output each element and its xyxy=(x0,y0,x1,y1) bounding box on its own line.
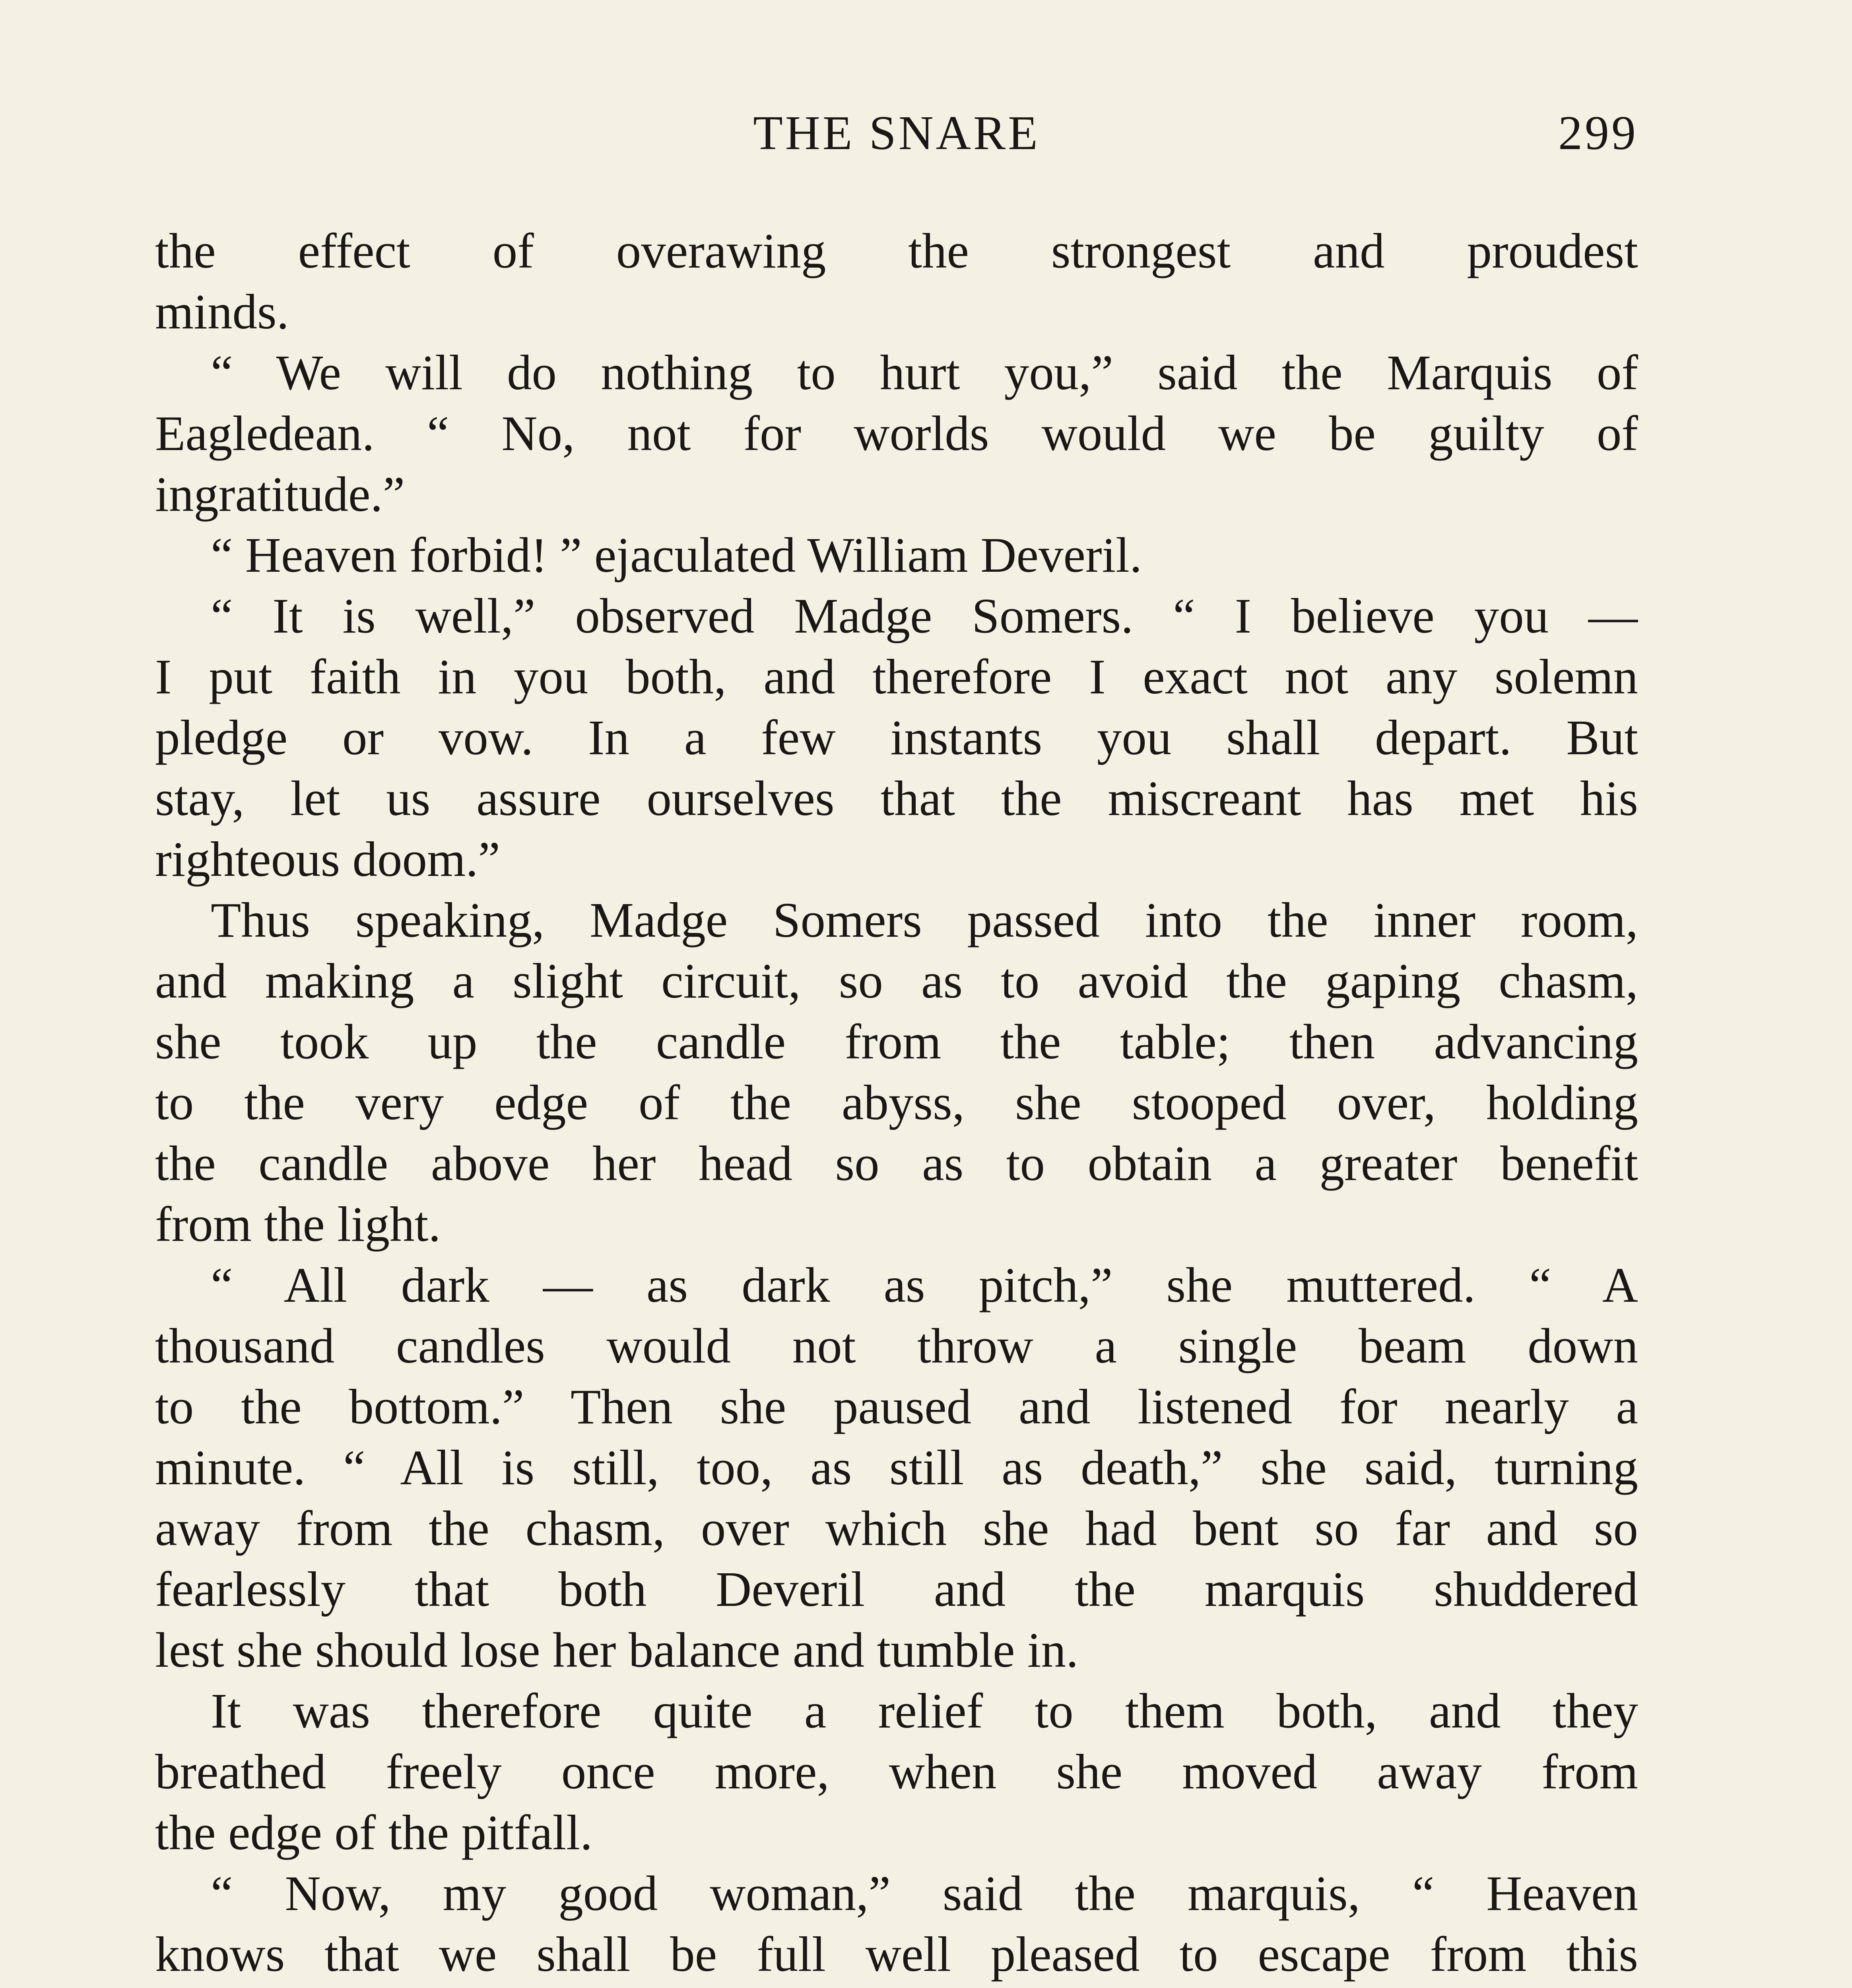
text-line: fearlessly that both Deveril and the marquis shuddered xyxy=(155,1562,1638,1617)
text-line: “ All dark — as dark as pitch,” she muttered. “ A xyxy=(211,1258,1638,1313)
text-line: breathed freely once more, when she moved away from xyxy=(155,1745,1638,1800)
text-line: pledge or vow. In a few instants you shall depart. But xyxy=(155,711,1638,765)
text-line xyxy=(155,1985,1638,1988)
text-line: minds. xyxy=(155,285,289,340)
text-line: Eagledean. “ No, not for worlds would we be guilty of xyxy=(155,406,1638,461)
text-line: knows that we shall be full well pleased to escape from this xyxy=(155,1927,1638,1982)
text-line: It was therefore quite a relief to them both, and they xyxy=(211,1684,1638,1739)
text-line: thousand candles would not throw a single beam down xyxy=(155,1319,1638,1374)
page-header xyxy=(155,101,1638,165)
text-line: away from the chasm, over which she had bent so far and so xyxy=(155,1501,1638,1556)
text-line: minute. “ All is still, too, as still as death,” she said, turning xyxy=(155,1441,1638,1495)
text-line: “ We will do nothing to hurt you,” said the Marquis of xyxy=(211,346,1638,400)
text-line: she took up the candle from the table; then advancing xyxy=(155,1015,1638,1070)
text-line: to the bottom.” Then she paused and listened for nearly a xyxy=(155,1380,1638,1435)
text-line: the effect of overawing the strongest and proudest xyxy=(155,224,1638,279)
text-line: to the very edge of the abyss, she stooped over, holding xyxy=(155,1076,1638,1130)
text-line: from the light. xyxy=(155,1197,441,1252)
body-text xyxy=(155,221,1638,1988)
text-line: the edge of the pitfall. xyxy=(155,1806,593,1860)
text-line: righteous doom.” xyxy=(155,832,500,887)
text-line: I put faith in you both, and therefore I exact not any solemn xyxy=(155,650,1638,705)
text-line: and making a slight circuit, so as to avoid the gaping chasm, xyxy=(155,954,1638,1009)
text-line: stay, let us assure ourselves that the miscreant has met his xyxy=(155,771,1638,826)
running-title: THE SNARE xyxy=(753,106,1040,160)
text-line: “ It is well,” observed Madge Somers. “ I believe you — xyxy=(211,589,1638,644)
page-number: 299 xyxy=(1558,106,1638,160)
text-line: ingratitude.” xyxy=(155,467,405,522)
text-line: “ Heaven forbid! ” ejaculated William Deveril. xyxy=(211,528,1142,583)
text-line: “ Now, my good woman,” said the marquis, “ Heaven xyxy=(211,1866,1638,1921)
text-line: lest she should lose her balance and tumble in. xyxy=(155,1623,1079,1678)
text-line: the candle above her head so as to obtain a greater benefit xyxy=(155,1136,1638,1191)
text-line: Thus speaking, Madge Somers passed into the inner room, xyxy=(211,893,1638,948)
